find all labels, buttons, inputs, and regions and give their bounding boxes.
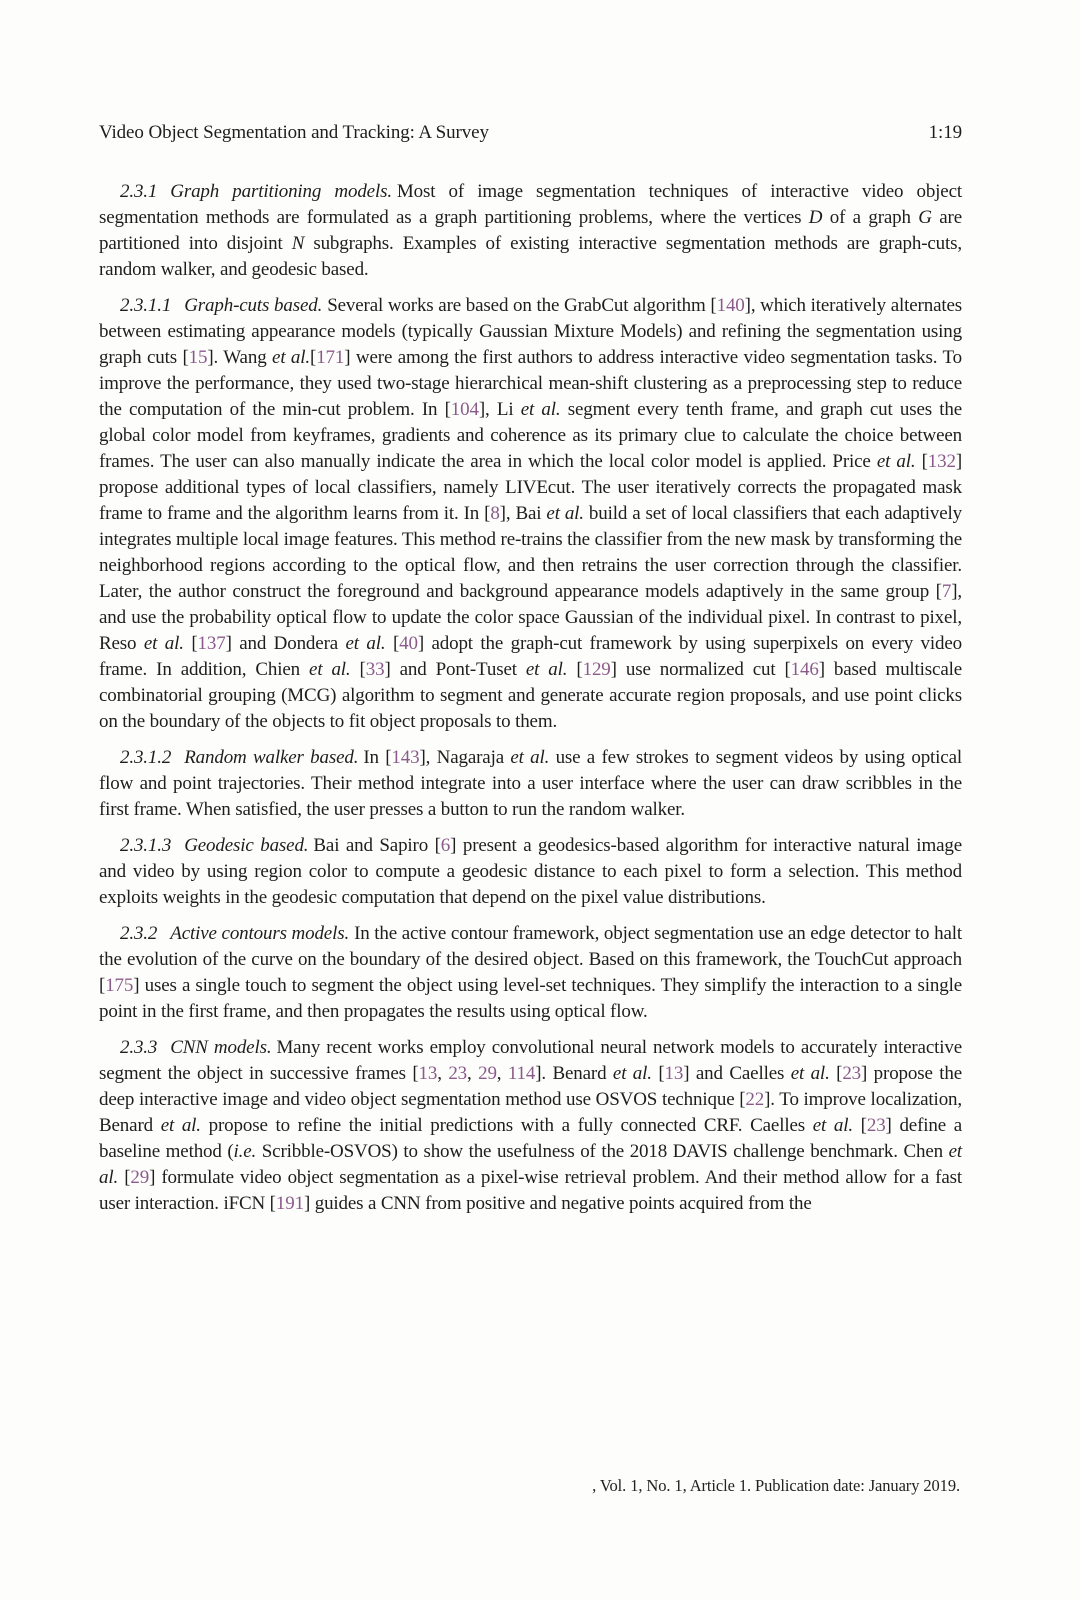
emphasis-text: et al. [546, 503, 584, 524]
citation-link[interactable]: 140 [716, 295, 745, 316]
body-text: [ [852, 1115, 867, 1136]
citation-link[interactable]: 29 [130, 1167, 150, 1188]
citation-link[interactable]: 146 [790, 659, 819, 680]
emphasis-text: et al. [510, 747, 550, 768]
body-text: ] uses a single touch to segment the object using level-set techniques. They simplify the interaction to a single point in the first frame, and then propagates the results using optical flow. [99, 975, 962, 1022]
body-text: ] and Caelles [683, 1063, 791, 1084]
citation-link[interactable]: 23 [842, 1063, 862, 1084]
emphasis-text: G [918, 207, 932, 228]
body-text: ] propose the deep interactive image and video object segmentation method use OSVOS technique [ [99, 1063, 963, 1110]
footer-text: , Vol. 1, No. 1, Article 1. Publication date: January 2019. [592, 1476, 960, 1495]
emphasis-text: et al. [612, 1063, 652, 1084]
citation-link[interactable]: 23 [448, 1063, 468, 1084]
citation-link[interactable]: 6 [440, 835, 451, 856]
emphasis-text: et al. [345, 633, 386, 654]
body-text: ] based multiscale combinatorial grouping (MCG) algorithm to segment and generate accurate region proposals, and use point clicks on the boundary of the objects to fit object proposals to them. [99, 659, 963, 732]
citation-link[interactable]: 23 [866, 1115, 886, 1136]
emphasis-text: D [808, 207, 823, 228]
body-text: ] and Dondera [225, 633, 346, 654]
citation-link[interactable]: 33 [365, 659, 385, 680]
section-heading: Active contours models. [170, 923, 350, 944]
body-text: ], Bai [499, 503, 547, 524]
body-text: ] formulate video object segmentation as a pixel-wise retrieval problem. And their method allow for a fast user interaction. iFCN [ [99, 1167, 962, 1214]
body-text: ] define a baseline method ( [99, 1115, 963, 1162]
body-text: [ [183, 633, 198, 654]
page-body [99, 179, 962, 1217]
section-number: 2.3.1 [120, 181, 158, 202]
citation-link[interactable]: 171 [316, 347, 345, 368]
body-text: use a few strokes to segment videos by using optical flow and point trajectories. Their method integrate into a user interface where the user can draw scribbles in the first frame. When satisfied, the user presses a button to run the random walker. [99, 747, 962, 820]
section-number: 2.3.1.1 [120, 295, 172, 316]
body-text: ] use normalized cut [ [610, 659, 791, 680]
body-text: In the active contour framework, object segmentation use an edge detector to halt the evolution of the curve on the boundary of the desired object. Based on this framework, the TouchCut approach [ [99, 923, 962, 996]
body-text: ], which iteratively alternates between estimating appearance models (typically Gaussian Mixture Models) and refining the segmentation using graph cuts [ [99, 295, 963, 368]
body-text: ] propose additional types of local classifiers, namely LIVEcut. The user iteratively corrects the propagated mask frame to frame and the algorithm learns from it. In [ [99, 451, 963, 524]
body-text: [ [915, 451, 928, 472]
citation-link[interactable]: 15 [188, 347, 208, 368]
section-heading: Geodesic based. [184, 835, 309, 856]
body-text: subgraphs. Examples of existing interactive segmentation methods are graph-cuts, random walker, and geodesic based. [99, 233, 962, 280]
page-header [99, 120, 962, 146]
emphasis-text: et al. [143, 633, 184, 654]
body-text: ] and Pont-Tuset [384, 659, 526, 680]
page-number: 1:19 [928, 122, 962, 143]
emphasis-text: et al. [520, 399, 561, 420]
emphasis-text: et al. [812, 1115, 853, 1136]
section-2-3-1-1 [99, 293, 962, 735]
citation-link[interactable]: 143 [391, 747, 420, 768]
body-text: ], Nagaraja [419, 747, 511, 768]
body-text: ]. Wang [207, 347, 273, 368]
emphasis-text: et al. [876, 451, 916, 472]
citation-link[interactable]: 137 [197, 633, 226, 654]
body-text: Several works are based on the GrabCut algorithm [ [327, 295, 717, 316]
body-text: [ [651, 1063, 665, 1084]
body-text: [ [567, 659, 583, 680]
citation-link[interactable]: 22 [745, 1089, 765, 1110]
citation-link[interactable]: 191 [275, 1193, 304, 1214]
section-number: 2.3.1.3 [120, 835, 172, 856]
citation-link[interactable]: 8 [490, 503, 500, 524]
emphasis-text: et al. [309, 659, 351, 680]
body-text: , [467, 1063, 479, 1084]
citation-link[interactable]: 13 [664, 1063, 684, 1084]
body-text: , [496, 1063, 508, 1084]
body-text: ] adopt the graph-cut framework by using superpixels on every video frame. In addition, Chien [99, 633, 963, 680]
citation-link[interactable]: 175 [105, 975, 134, 996]
emphasis-text: i.e. [233, 1141, 257, 1162]
citation-link[interactable]: 29 [478, 1063, 497, 1084]
body-text: Many recent works employ convolutional neural network models to accurately interactive segment the object in successive frames [ [99, 1037, 962, 1084]
citation-link[interactable]: 132 [927, 451, 956, 472]
emphasis-text: et al. [790, 1063, 830, 1084]
emphasis-text: et al. [160, 1115, 201, 1136]
body-text: build a set of local classifiers that each adaptively integrates multiple local image features. This method re-trains the classifier from the new mask by transforming the neighborhood regions according to the optical flow, and then retrains the user correction through the classifier. Later, the author construct the foreground and background appearance models adaptively in the same group [ [99, 503, 962, 602]
running-title: Video Object Segmentation and Tracking: A Survey [99, 122, 489, 143]
section-2-3-1-3 [99, 833, 962, 911]
body-text: ] were among the first authors to address interactive video segmentation tasks. To improve the performance, they used two-stage hierarchical mean-shift clustering as a preprocessing step to reduce the computation of the min-cut problem. In [ [99, 347, 962, 420]
body-text: , [437, 1063, 449, 1084]
section-heading: Random walker based. [184, 747, 359, 768]
body-text: In [ [363, 747, 392, 768]
emphasis-text: et al. [525, 659, 568, 680]
emphasis-text: et al. [272, 347, 311, 368]
citation-link[interactable]: 114 [507, 1063, 536, 1084]
body-text: ] present a geodesics-based algorithm for interactive natural image and video by using region color to compute a geodesic distance to each pixel to form a selection. This method exploits weights in the geodesic computation that depend on the pixel value distributions. [99, 835, 962, 908]
body-text: of a graph [822, 207, 919, 228]
body-text: Most of image segmentation techniques of interactive video object segmentation methods are formulated as a graph partitioning problems, where the vertices [99, 181, 962, 228]
body-text: Bai and Sapiro [ [313, 835, 441, 856]
emphasis-text: et al. [99, 1141, 962, 1188]
page-footer [99, 1476, 960, 1496]
citation-link[interactable]: 104 [450, 399, 479, 420]
body-text: [ [310, 347, 317, 368]
section-2-3-1-2 [99, 745, 962, 823]
body-text: [ [350, 659, 366, 680]
citation-link[interactable]: 129 [582, 659, 611, 680]
body-text: are partitioned into disjoint [99, 207, 962, 254]
section-2-3-2 [99, 921, 962, 1025]
section-heading: Graph partitioning models. [170, 181, 392, 202]
section-2-3-1 [99, 179, 962, 283]
citation-link[interactable]: 7 [941, 581, 952, 602]
body-text: ], Li [478, 399, 521, 420]
body-text: segment every tenth frame, and graph cut uses the global color model from keyframes, gradients and coherence as its primary clue to calculate the choice between frames. The user can also manually indicate the area in which the local color model is applied. Price [99, 399, 963, 472]
citation-link[interactable]: 13 [418, 1063, 438, 1084]
section-2-3-3 [99, 1035, 962, 1217]
body-text: ] guides a CNN from positive and negative points acquired from the [303, 1193, 812, 1214]
body-text: ], and use the probability optical flow to update the color space Gaussian of the individual pixel. In contrast to pixel, Reso [99, 581, 962, 654]
citation-link[interactable]: 40 [399, 633, 418, 654]
body-text: propose to refine the initial predictions with a fully connected CRF. Caelles [200, 1115, 813, 1136]
body-text: [ [829, 1063, 843, 1084]
section-number: 2.3.2 [120, 923, 158, 944]
body-text: [ [385, 633, 400, 654]
section-number: 2.3.3 [120, 1037, 158, 1058]
section-heading: Graph-cuts based. [184, 295, 323, 316]
body-text: Scribble-OSVOS) to show the usefulness of the 2018 DAVIS challenge benchmark. Chen [256, 1141, 949, 1162]
body-text: ]. Benard [535, 1063, 613, 1084]
body-text: [ [118, 1167, 131, 1188]
emphasis-text: N [291, 233, 305, 254]
section-number: 2.3.1.2 [120, 747, 172, 768]
section-heading: CNN models. [170, 1037, 272, 1058]
body-text: ]. To improve localization, Benard [99, 1089, 962, 1136]
